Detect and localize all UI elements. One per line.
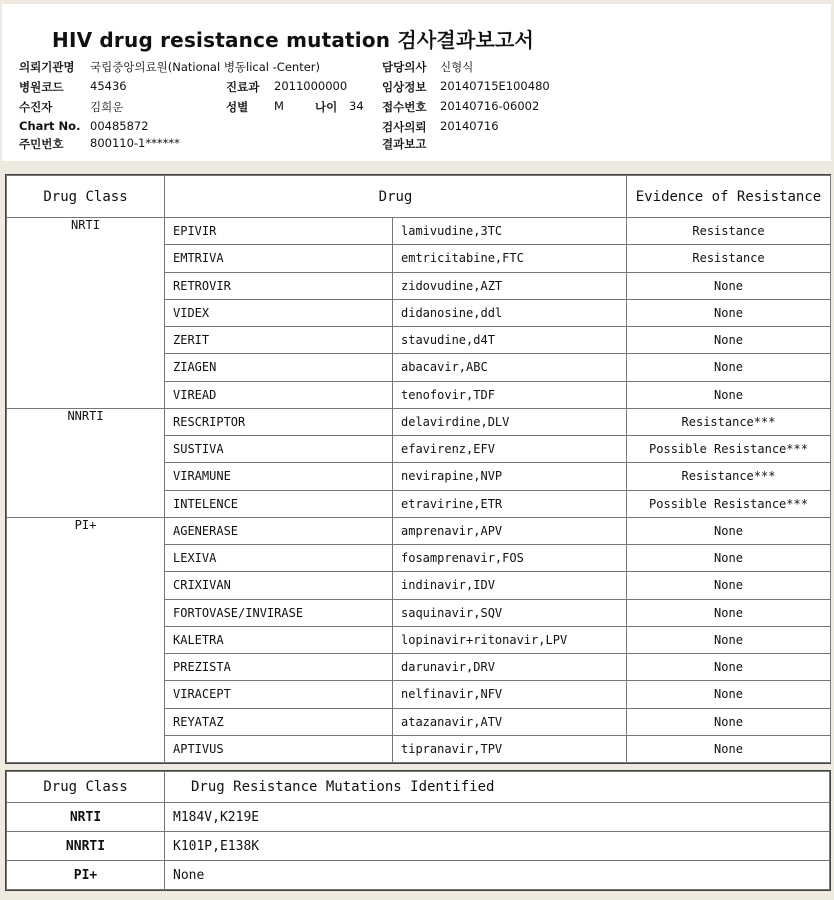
drug-generic-cell: stavudine,d4T — [393, 327, 627, 354]
drug-brand-cell: ZIAGEN — [165, 354, 393, 381]
evidence-cell: Possible Resistance*** — [627, 490, 831, 517]
evidence-cell: None — [627, 354, 831, 381]
field-value: 신형식 — [440, 60, 474, 74]
field-value: 20140715E100480 — [440, 79, 550, 93]
drug-generic-cell: didanosine,ddl — [393, 299, 627, 326]
evidence-cell: Possible Resistance*** — [627, 436, 831, 463]
evidence-cell: None — [627, 626, 831, 653]
field-value: 00485872 — [90, 119, 149, 133]
mutation-table — [6, 771, 830, 890]
header-drug-class: Drug Class — [7, 772, 165, 803]
table-row — [7, 803, 830, 832]
drug-brand-cell: EPIVIR — [165, 218, 393, 245]
drug-generic-cell: abacavir,ABC — [393, 354, 627, 381]
drug-generic-cell: tipranavir,TPV — [393, 735, 627, 762]
mutation-table-body — [7, 803, 830, 890]
evidence-cell: None — [627, 517, 831, 544]
evidence-cell: None — [627, 735, 831, 762]
drug-generic-cell: darunavir,DRV — [393, 654, 627, 681]
evidence-cell: Resistance*** — [627, 463, 831, 490]
drug-generic-cell: indinavir,IDV — [393, 572, 627, 599]
header-drug-class: Drug Class — [7, 176, 165, 218]
drug-brand-cell: VIRAMUNE — [165, 463, 393, 490]
field-label: 수진자 — [19, 100, 53, 114]
drug-brand-cell: EMTRIVA — [165, 245, 393, 272]
drug-class-cell: PI+ — [7, 861, 165, 890]
drug-brand-cell: RESCRIPTOR — [165, 408, 393, 435]
drug-class-cell: NNRTI — [7, 832, 165, 861]
evidence-cell: None — [627, 681, 831, 708]
field-value: 2011000000 — [274, 79, 348, 93]
table-row — [7, 832, 830, 861]
drug-class-cell: PI+ — [7, 517, 165, 762]
evidence-cell: None — [627, 272, 831, 299]
drug-brand-cell: SUSTIVA — [165, 436, 393, 463]
table-header-row — [7, 176, 831, 218]
drug-brand-cell: ZERIT — [165, 327, 393, 354]
field-value: M — [274, 99, 284, 113]
drug-generic-cell: nevirapine,NVP — [393, 463, 627, 490]
field-label: 결과보고 — [382, 137, 427, 151]
evidence-cell: Resistance — [627, 245, 831, 272]
drug-brand-cell: AGENERASE — [165, 517, 393, 544]
evidence-cell: None — [627, 327, 831, 354]
mutations-cell: None — [165, 861, 830, 890]
field-label: 진료과 — [226, 80, 260, 94]
drug-brand-cell: CRIXIVAN — [165, 572, 393, 599]
resistance-table — [6, 175, 831, 763]
drug-generic-cell: fosamprenavir,FOS — [393, 545, 627, 572]
field-label: 성별 — [226, 100, 249, 114]
drug-brand-cell: PREZISTA — [165, 654, 393, 681]
drug-brand-cell: INTELENCE — [165, 490, 393, 517]
field-value: 20140716-06002 — [440, 99, 540, 113]
evidence-cell: None — [627, 381, 831, 408]
mutations-cell: M184V,K219E — [165, 803, 830, 832]
evidence-cell: None — [627, 599, 831, 626]
drug-generic-cell: tenofovir,TDF — [393, 381, 627, 408]
drug-brand-cell: RETROVIR — [165, 272, 393, 299]
drug-brand-cell: REYATAZ — [165, 708, 393, 735]
drug-brand-cell: KALETRA — [165, 626, 393, 653]
mutations-cell: K101P,E138K — [165, 832, 830, 861]
mutation-table-container — [5, 770, 831, 891]
field-label: 접수번호 — [382, 100, 427, 114]
table-header-row — [7, 772, 830, 803]
table-row — [7, 408, 831, 435]
drug-generic-cell: saquinavir,SQV — [393, 599, 627, 626]
field-label: Chart No. — [19, 119, 81, 133]
drug-generic-cell: delavirdine,DLV — [393, 408, 627, 435]
field-label: 담당의사 — [382, 60, 427, 74]
table-row — [7, 861, 830, 890]
drug-generic-cell: amprenavir,APV — [393, 517, 627, 544]
field-label: 주민번호 — [19, 137, 64, 151]
field-value: 45436 — [90, 79, 127, 93]
drug-brand-cell: APTIVUS — [165, 735, 393, 762]
table-row — [7, 218, 831, 245]
field-value: 800110-1****** — [90, 136, 180, 150]
evidence-cell: Resistance*** — [627, 408, 831, 435]
field-label: 병원코드 — [19, 80, 64, 94]
evidence-cell: None — [627, 299, 831, 326]
field-value: 34 — [349, 99, 364, 113]
evidence-cell: None — [627, 572, 831, 599]
field-label: 의뢰기관명 — [19, 60, 75, 74]
table-row — [7, 517, 831, 544]
drug-class-cell: NRTI — [7, 803, 165, 832]
evidence-cell: None — [627, 654, 831, 681]
drug-generic-cell: emtricitabine,FTC — [393, 245, 627, 272]
field-label: 검사의뢰 — [382, 120, 427, 134]
field-label: 나이 — [315, 100, 338, 114]
drug-brand-cell: VIDEX — [165, 299, 393, 326]
drug-generic-cell: nelfinavir,NFV — [393, 681, 627, 708]
drug-generic-cell: efavirenz,EFV — [393, 436, 627, 463]
drug-generic-cell: etravirine,ETR — [393, 490, 627, 517]
evidence-cell: Resistance — [627, 218, 831, 245]
drug-brand-cell: VIRACEPT — [165, 681, 393, 708]
header-evidence: Evidence of Resistance — [627, 176, 831, 218]
field-value: 김희운 — [90, 100, 124, 114]
resistance-table-container — [5, 174, 831, 764]
report-title: HIV drug resistance mutation 검사결과보고서 — [52, 28, 535, 52]
header-drug: Drug — [165, 176, 627, 218]
drug-generic-cell: lamivudine,3TC — [393, 218, 627, 245]
evidence-cell: None — [627, 708, 831, 735]
evidence-cell: None — [627, 545, 831, 572]
field-value: 20140716 — [440, 119, 499, 133]
header-mutations: Drug Resistance Mutations Identified — [165, 772, 830, 803]
drug-generic-cell: zidovudine,AZT — [393, 272, 627, 299]
drug-brand-cell: FORTOVASE/INVIRASE — [165, 599, 393, 626]
drug-generic-cell: atazanavir,ATV — [393, 708, 627, 735]
field-value: 국립중앙의료원(National 병동lical -Center) — [90, 60, 320, 74]
drug-class-cell: NNRTI — [7, 408, 165, 517]
resistance-table-body — [7, 218, 831, 763]
drug-class-cell: NRTI — [7, 218, 165, 409]
drug-generic-cell: lopinavir+ritonavir,LPV — [393, 626, 627, 653]
drug-brand-cell: VIREAD — [165, 381, 393, 408]
report-header — [2, 4, 831, 161]
drug-brand-cell: LEXIVA — [165, 545, 393, 572]
field-label: 임상정보 — [382, 80, 427, 94]
